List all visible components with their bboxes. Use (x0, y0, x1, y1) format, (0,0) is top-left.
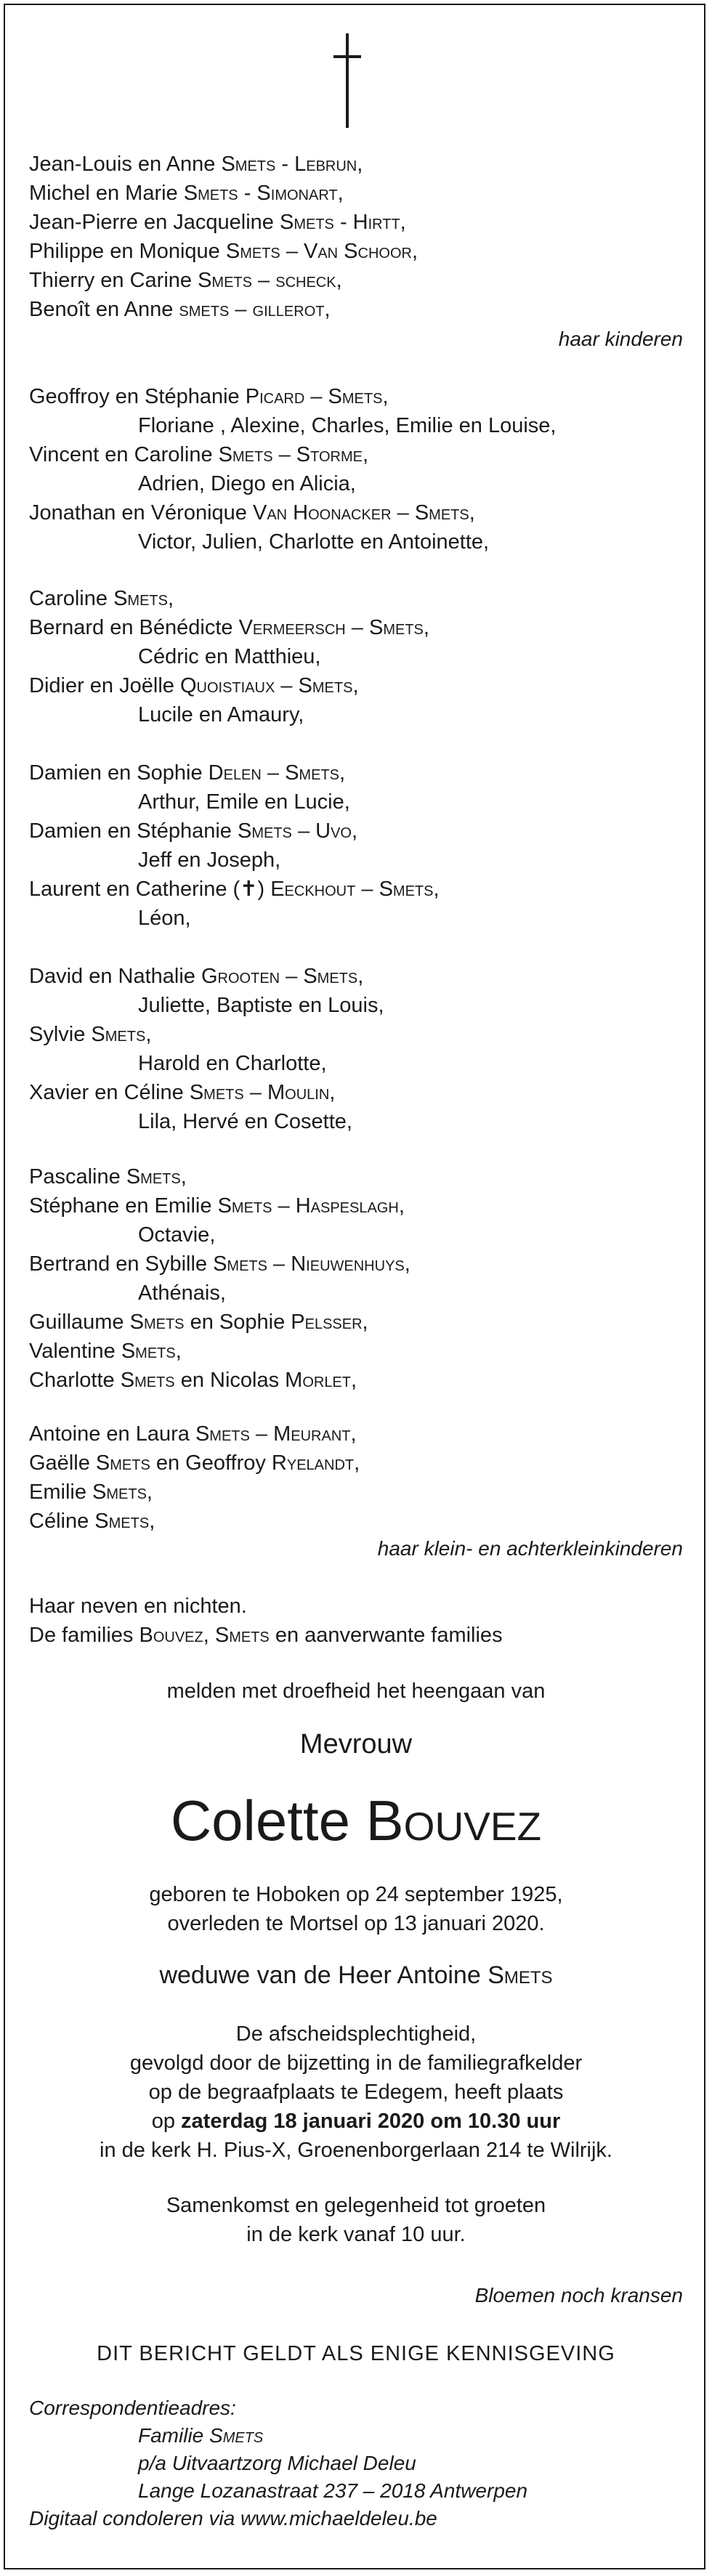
grandchildren-names: Octavie, (138, 1223, 216, 1247)
grandchildren-names: Harold en Charlotte, (138, 1052, 327, 1075)
grandchildren-names: Athénais, (138, 1281, 226, 1305)
ceremony-line-1: De afscheidsplechtigheid, (235, 2022, 477, 2046)
children-label: haar kinderen (558, 328, 683, 350)
born-line: geboren te Hoboken op 24 september 1925, (149, 1883, 563, 1906)
child-line: Jean-Louis en Anne Smets - Lebrun, (29, 153, 363, 176)
ceremony-line-4: op zaterdag 18 januari 2020 om 10.30 uur (151, 2110, 561, 2133)
grandchildren-names: Victor, Julien, Charlotte en Antoinette, (138, 530, 490, 554)
correspondence-address-2: Lange Lozanastraat 237 – 2018 Antwerpen (138, 2479, 528, 2502)
announcement: melden met droefheid het heengaan van (166, 1680, 546, 1703)
family-line: Bernard en Bénédicte Vermeersch – Smets, (29, 616, 429, 639)
ceremony-line-3: op de begraafplaats te Edegem, heeft plaats (148, 2081, 564, 2104)
family-line: Céline Smets, (29, 1510, 155, 1533)
grandchildren-names: Lila, Hervé en Cosette, (138, 1110, 352, 1133)
family-line: Sylvie Smets, (29, 1023, 152, 1046)
title-word: Mevrouw (299, 1729, 413, 1759)
family-line: Gaëlle Smets en Geoffroy Ryelandt, (29, 1451, 360, 1475)
grandchildren-names: Adrien, Diego en Alicia, (138, 472, 356, 495)
nephews-line: Haar neven en nichten. (29, 1595, 247, 1618)
family-line: Antoine en Laura Smets – Meurant, (29, 1422, 357, 1446)
family-line: Damien en Stéphanie Smets – Uvo, (29, 819, 358, 843)
grandchildren-names: Floriane , Alexine, Charles, Emilie en Louise, (138, 414, 557, 437)
correspondence-address-1: p/a Uitvaartzorg Michael Deleu (138, 2452, 416, 2474)
grandchildren-names: Cédric en Matthieu, (138, 645, 321, 668)
family-line: Bertrand en Sybille Smets – Nieuwenhuys, (29, 1252, 410, 1276)
meeting-line-2: in de kerk vanaf 10 uur. (246, 2223, 466, 2246)
meeting-line-1: Samenkomst en gelegenheid tot groeten (166, 2194, 546, 2217)
family-line: Guillaume Smets en Sophie Pelsser, (29, 1311, 368, 1334)
families-line: De families Bouvez, Smets en aanverwante families (29, 1624, 503, 1647)
cross-icon (333, 33, 361, 128)
grandchildren-label: haar klein- en achterkleinkinderen (377, 1537, 683, 1560)
grandchildren-names: Juliette, Baptiste en Louis, (138, 994, 384, 1017)
grandchildren-names: Arthur, Emile en Lucie, (138, 790, 350, 814)
ceremony-line-5: in de kerk H. Pius-X, Groenenborgerlaan 214 te Wilrijk. (100, 2139, 612, 2162)
grandchildren-names: Lucile en Amaury, (138, 703, 304, 726)
family-line: Laurent en Catherine (✝) Eeckhout – Smets, (29, 878, 440, 901)
widow-line: weduwe van de Heer Antoine Smets (159, 1961, 553, 1989)
family-line: Pascaline Smets, (29, 1165, 187, 1188)
family-line: David en Nathalie Grooten – Smets, (29, 965, 364, 988)
child-line: Jean-Pierre en Jacqueline Smets - Hirtt, (29, 211, 406, 234)
correspondence-label: Correspondentieadres: (29, 2397, 236, 2419)
family-line: Caroline Smets, (29, 587, 174, 610)
notice-line: DIT BERICHT GELDT ALS ENIGE KENNISGEVING (97, 2342, 615, 2365)
family-line: Jonathan en Véronique Van Hoonacker – Smets, (29, 501, 475, 524)
grandchildren-names: Léon, (138, 907, 191, 930)
grandchildren-names: Jeff en Joseph, (138, 848, 281, 872)
child-line: Michel en Marie Smets - Simonart, (29, 182, 344, 205)
deceased-name: Colette Bouvez (170, 1789, 542, 1852)
correspondence-family: Familie Smets (138, 2424, 264, 2447)
family-line: Emilie Smets, (29, 1481, 153, 1504)
child-line: Benoît en Anne smets – gillerot, (29, 298, 331, 321)
child-line: Philippe en Monique Smets – Van Schoor, (29, 240, 418, 263)
family-line: Valentine Smets, (29, 1340, 182, 1363)
family-line: Charlotte Smets en Nicolas Morlet, (29, 1369, 357, 1392)
condolence-link: Digitaal condoleren via www.michaeldeleu.be (29, 2507, 437, 2530)
family-line: Xavier en Céline Smets – Moulin, (29, 1081, 336, 1104)
flowers-note: Bloemen noch kransen (474, 2284, 683, 2306)
family-line: Vincent en Caroline Smets – Storme, (29, 443, 369, 466)
family-line: Geoffroy en Stéphanie Picard – Smets, (29, 385, 389, 408)
family-line: Didier en Joëlle Quoistiaux – Smets, (29, 674, 359, 697)
child-line: Thierry en Carine Smets – scheck, (29, 269, 342, 292)
died-line: overleden te Mortsel op 13 januari 2020. (167, 1912, 545, 1935)
family-line: Damien en Sophie Delen – Smets, (29, 761, 346, 785)
ceremony-line-2: gevolgd door de bijzetting in de familiegrafkelder (129, 2052, 583, 2075)
family-line: Stéphane en Emilie Smets – Haspeslagh, (29, 1194, 405, 1218)
